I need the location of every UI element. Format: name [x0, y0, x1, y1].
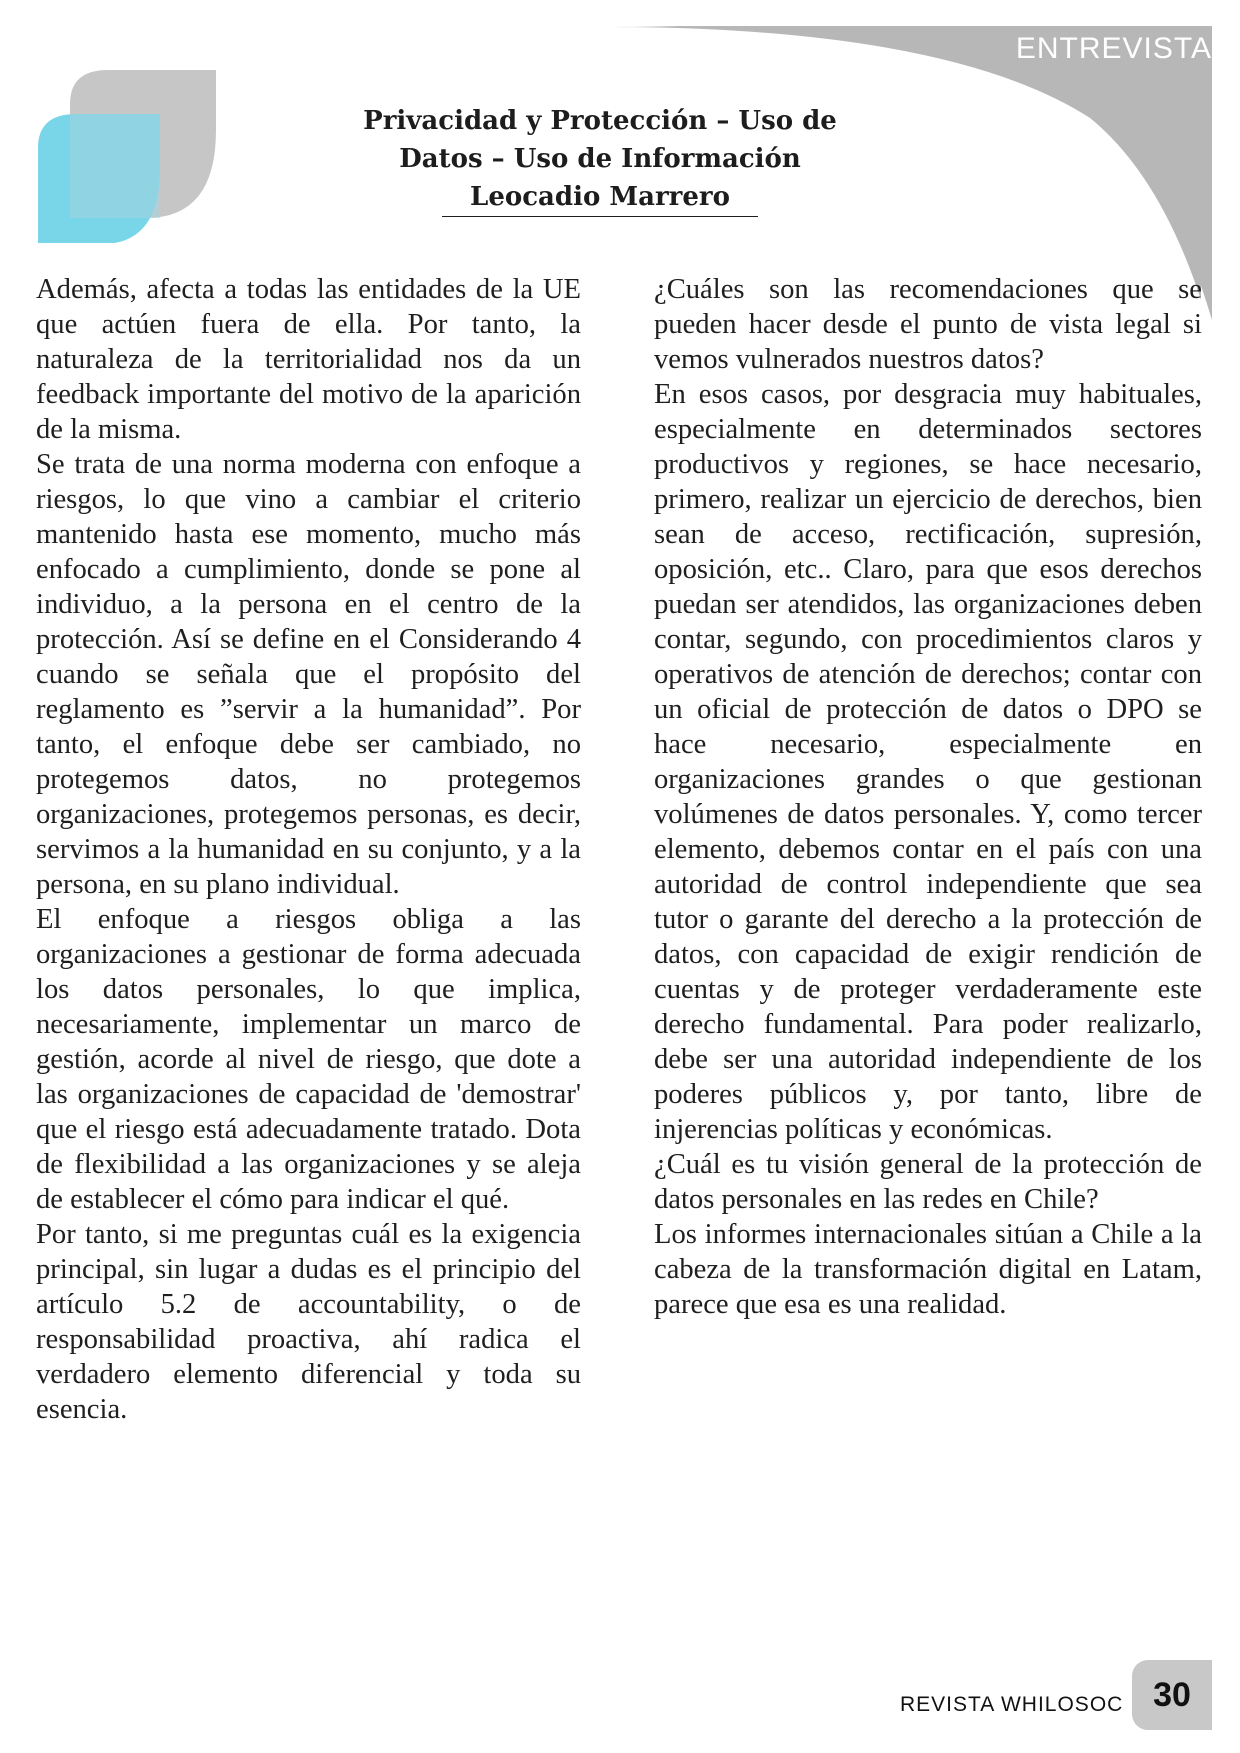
interview-question: ¿Cuáles son las recomendaciones que se pueden hacer desde el punto de vista legal si vemos vulnerados nuestros datos?	[654, 274, 1202, 375]
paragraph: Los informes internacionales sitúan a Chile a la cabeza de la transformación digital en Latam, parece que esa es una realidad.	[654, 1219, 1202, 1320]
author-name: Leocadio Marrero	[442, 178, 758, 217]
paragraph: En esos casos, por desgracia muy habituales, especialmente en determinados sectores productivos y regiones, se hace necesario, primero, realizar un ejercicio de derechos, bien sean de acceso, rectificación, supresión, oposición, etc.. Claro, para que esos derechos puedan ser atendidos, las organizaciones deben contar, segundo, con procedimientos claros y operativos de atención de derechos; contar con un oficial de protección de datos o DPO se hace necesario, especialmente en organizaciones grandes o que gestionan volúmenes de datos personales. Y, como tercer elemento, debemos contar en el país con una autoridad de control independiente que sea tutor o garante del derecho a la protección de datos, con capacidad de exigir rendición de cuentas y de proteger verdaderamente este derecho fundamental. Para poder realizarlo, debe ser una autoridad independiente de los poderes públicos y, por tanto, libre de injerencias políticas y económicas.	[654, 379, 1202, 1145]
section-label: ENTREVISTA	[1015, 32, 1212, 65]
right-column	[654, 272, 1202, 1322]
page-number: 30	[1153, 1676, 1191, 1714]
paragraph: Además, afecta a todas las entidades de la UE que actúen fuera de ella. Por tanto, la naturaleza de la territorialidad nos da un feedback importante del motivo de la aparición de la misma.	[36, 274, 581, 445]
article-title	[340, 102, 860, 217]
title-line-2: Datos – Uso de Información	[399, 144, 801, 174]
paragraph: Se trata de una norma moderna con enfoque a riesgos, lo que vino a cambiar el criterio mantenido hasta ese momento, mucho más enfocado a cumplimiento, donde se pone al individuo, a la persona en el centro de la protección. Así se define en el Considerando 4 cuando se señala que el propósito del reglamento es ”servir a la humanidad”. Por tanto, el enfoque debe ser cambiado, no protegemos datos, no protegemos organizaciones, protegemos personas, es decir, servimos a la humanidad en su conjunto, y a la persona, en su plano individual.	[36, 449, 581, 900]
left-column	[36, 272, 581, 1427]
paragraph: Por tanto, si me preguntas cuál es la exigencia principal, sin lugar a dudas es el principio del artículo 5.2 de accountability, o de responsabilidad proactiva, ahí radica el verdadero elemento diferencial y toda su esencia.	[36, 1219, 581, 1425]
interview-question: ¿Cuál es tu visión general de la protección de datos personales en las redes en Chile?	[654, 1149, 1202, 1215]
title-line-1: Privacidad y Protección – Uso de	[363, 106, 837, 136]
paragraph: El enfoque a riesgos obliga a las organizaciones a gestionar de forma adecuada los datos personales, lo que implica, necesariamente, implementar un marco de gestión, acorde al nivel de riesgo, que dote a las organizaciones de capacidad de 'demostrar' que el riesgo está adecuadamente tratado. Dota de flexibilidad a las organizaciones y se aleja de establecer el cómo para indicar el qué.	[36, 904, 581, 1215]
magazine-name: REVISTA WHILOSOC	[900, 1693, 1124, 1716]
magazine-logo-icon	[36, 68, 226, 243]
